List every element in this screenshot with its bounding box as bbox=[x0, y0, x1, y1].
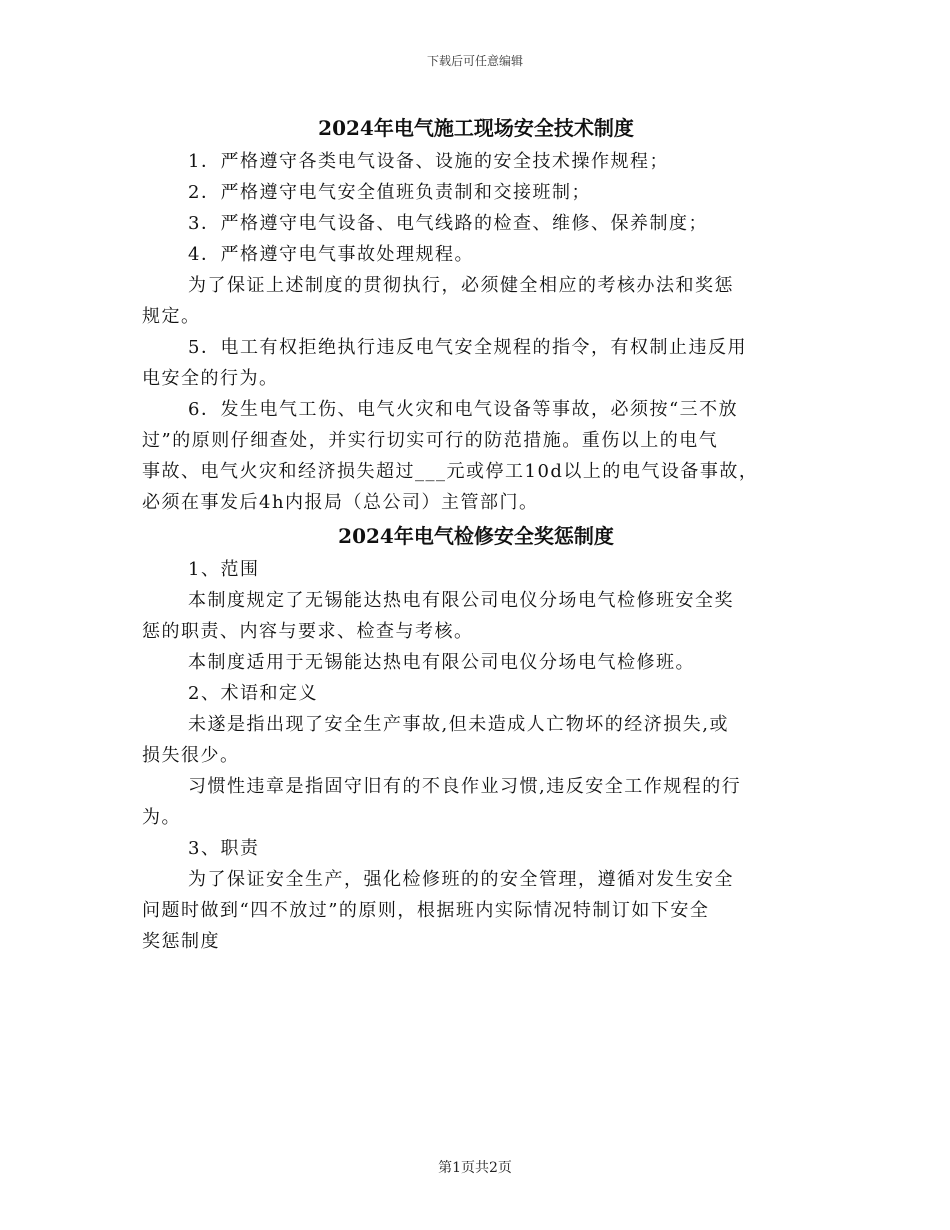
paragraph-line: 问题时做到“四不放过”的原则，根据班内实际情况特制订如下安全 bbox=[142, 900, 710, 921]
paragraph-line: 2．严格遵守电气安全值班负责制和交接班制； bbox=[188, 182, 591, 203]
paragraph-line: 本制度适用于无锡能达热电有限公司电仪分场电气检修班。 bbox=[188, 652, 695, 673]
paragraph-line: 为了保证安全生产，强化检修班的的安全管理，遵循对发生安全 bbox=[188, 869, 734, 890]
header-note: 下载后可任意编辑 bbox=[426, 54, 523, 68]
paragraph-line: 电安全的行为。 bbox=[142, 368, 279, 389]
document-body bbox=[142, 110, 810, 957]
paragraph-line: 5．电工有权拒绝执行违反电气安全规程的指令，有权制止违反用 bbox=[188, 337, 747, 358]
paragraph-line: 为。 bbox=[142, 807, 181, 828]
paragraph-line: 过”的原则仔细查处，并实行切实可行的防范措施。重伤以上的电气 bbox=[142, 430, 719, 451]
paragraph-line: 3．严格遵守电气设备、电气线路的检查、维修、保养制度； bbox=[188, 213, 708, 234]
paragraph-line: 未遂是指出现了安全生产事故,但未造成人亡物坏的经济损失,或 bbox=[188, 714, 729, 735]
paragraph-line: 1、范围 bbox=[188, 559, 260, 580]
page-footer: 第1页共2页 bbox=[438, 1160, 512, 1176]
section-title: 2024年电气检修安全奖惩制度 bbox=[338, 524, 614, 548]
paragraph-line: 规定。 bbox=[142, 306, 201, 327]
paragraph-line: 惩的职责、内容与要求、检查与考核。 bbox=[142, 621, 474, 642]
paragraph-line: 6．发生电气工伤、电气火灾和电气设备等事故，必须按“三不放 bbox=[188, 399, 739, 420]
paragraph-line: 事故、电气火灾和经济损失超过___元或停工10d以上的电气设备事故， bbox=[142, 461, 759, 482]
paragraph-line: 3、职责 bbox=[188, 838, 260, 859]
paragraph-line: 奖惩制度 bbox=[142, 931, 220, 952]
paragraph-line: 为了保证上述制度的贯彻执行，必须健全相应的考核办法和奖惩 bbox=[188, 275, 734, 296]
paragraph-line: 必须在事发后4h内报局（总公司）主管部门。 bbox=[142, 492, 539, 513]
paragraph-line: 1．严格遵守各类电气设备、设施的安全技术操作规程； bbox=[188, 151, 669, 172]
paragraph-line: 习惯性违章是指固守旧有的不良作业习惯,违反安全工作规程的行 bbox=[188, 776, 742, 797]
paragraph-line: 本制度规定了无锡能达热电有限公司电仪分场电气检修班安全奖 bbox=[188, 590, 734, 611]
paragraph-line: 损失很少。 bbox=[142, 745, 240, 766]
paragraph-line: 2、术语和定义 bbox=[188, 683, 318, 704]
paragraph-line: 4．严格遵守电气事故处理规程。 bbox=[188, 244, 474, 265]
section-title: 2024年电气施工现场安全技术制度 bbox=[318, 116, 634, 140]
